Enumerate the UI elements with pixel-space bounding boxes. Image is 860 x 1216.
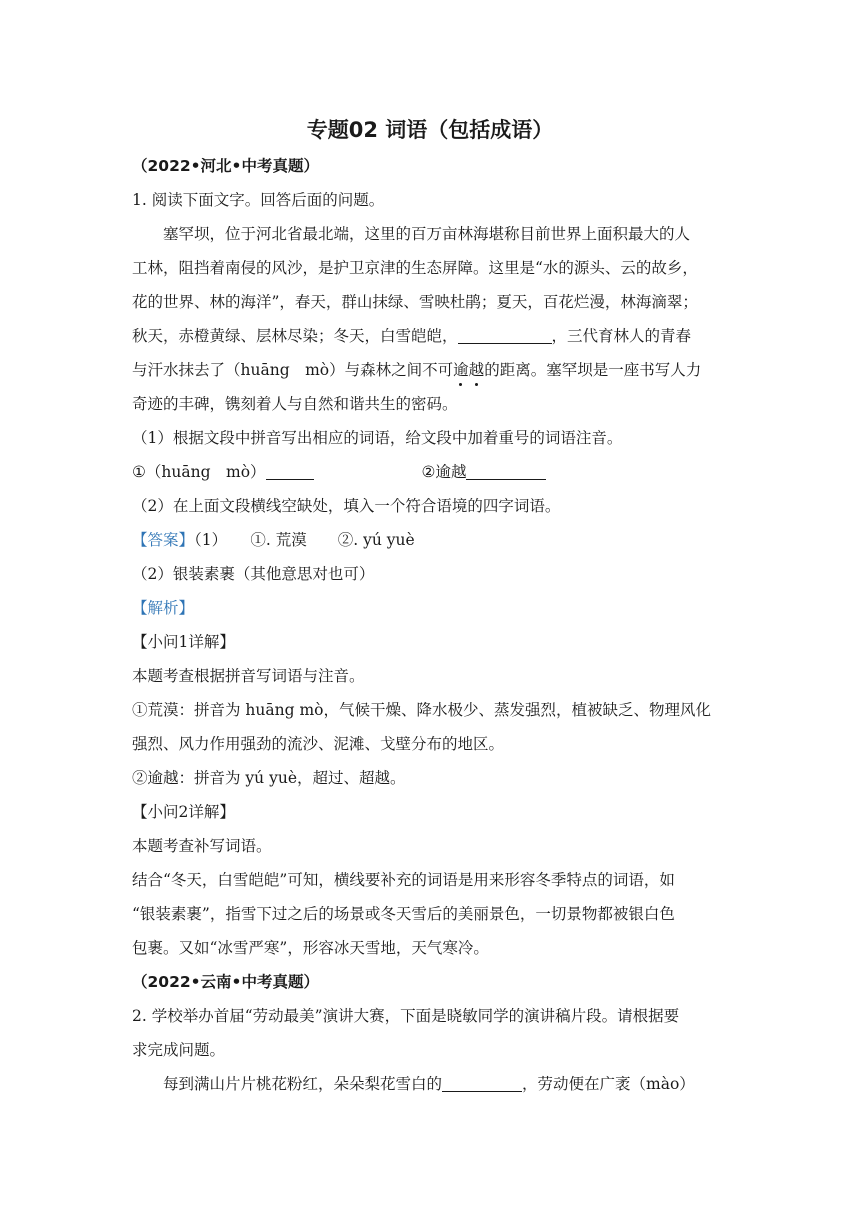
fill-blank [458,326,552,344]
q1-source: （2022•河北•中考真题） [132,157,319,175]
analysis-line: 结合“冬天，白雪皑皑”可知，横线要补充的词语是用来形容冬季特点的词语，如 [132,871,675,889]
sub-detail-heading-1: 【小问1详解】 [132,633,235,651]
answer-tag: 【答案】 [132,531,195,549]
answer-line-2: （2）银装素裹（其他意思对也可） [132,565,375,583]
answer-line-1 [132,529,415,551]
passage-line-5 [132,359,701,381]
passage-line-2: 工林，阻挡着南侵的风沙，是护卫京津的生态屏障。这里是“水的源头、云的故乡， [132,259,698,277]
analysis-line: “银装素裹”，指雪下过之后的场景或冬天雪后的美丽景色，一切景物都被银白色 [132,905,675,923]
passage-text: ，三代育林人的青春 [551,327,692,345]
analysis-line: ②逾越：拼音为 yú yuè，超过、超越。 [132,769,406,787]
sub-question-1-blanks [132,461,546,483]
q1-stem: 1. 阅读下面文字。回答后面的问题。 [132,191,385,209]
page-title: 专题02 词语（包括成语） [306,118,554,142]
passage-line-3: 花的世界、林的海洋”，春天，群山抹绿、雪映杜鹃；夏天，百花烂漫，林海滴翠； [132,293,698,311]
passage-text: 每到满山片片桃花粉红，朵朵梨花雪白的 [163,1075,443,1093]
analysis-tag: 【解析】 [132,599,195,617]
emphasis-char: 越 [468,361,485,379]
q2-source: （2022•云南•中考真题） [132,973,319,991]
fill-blank [466,462,546,480]
blank-label-a: ①（huāng mò） [132,463,266,481]
passage-line-4 [132,325,691,347]
passage-text: ，劳动便在广袤（mào） [522,1075,695,1093]
emphasis-char: 逾 [453,361,469,379]
sub-question-2: （2）在上面文段横线空缺处，填入一个符合语境的四字词语。 [132,497,561,515]
passage-text: 秋天，赤橙黄绿、层林尽染；冬天，白雪皑皑， [132,327,458,345]
analysis-line: 包裹。又如“冰雪严寒”，形容冰天雪地，天气寒冷。 [132,939,489,957]
q2-passage-line-1 [163,1073,695,1095]
fill-blank [442,1074,522,1092]
passage-text: 与汗水抹去了（huāng mò）与森林之间不可 [132,361,454,379]
q2-stem-line-1: 2. 学校举办首届“劳动最美”演讲大赛，下面是晓敏同学的演讲稿片段。请根据要 [132,1007,680,1025]
blank-label-b: ②逾越 [421,463,467,481]
sub-question-1: （1）根据文段中拼音写出相应的词语，给文段中加着重号的词语注音。 [132,429,623,447]
passage-line-6: 奇迹的丰碑，镌刻着人与自然和谐共生的密码。 [132,395,458,413]
passage-line-1: 塞罕坝，位于河北省最北端，这里的百万亩林海堪称目前世界上面积最大的人 [163,225,691,243]
fill-blank [266,462,314,480]
analysis-line: 本题考查根据拼音写词语与注音。 [132,667,365,685]
answer-text: （1） ①. 荒漠 ②. yú yuè [194,531,415,549]
analysis-line: 本题考查补写词语。 [132,837,272,855]
sub-detail-heading-2: 【小问2详解】 [132,803,235,821]
analysis-line: 强烈、风力作用强劲的流沙、泥滩、戈壁分布的地区。 [132,735,505,753]
q2-stem-line-2: 求完成问题。 [132,1041,226,1059]
analysis-line: ①荒漠：拼音为 huāng mò，气候干燥、降水极少、蒸发强烈，植被缺乏、物理风化 [132,701,711,719]
passage-text: 的距离。塞罕坝是一座书写人力 [484,361,702,379]
